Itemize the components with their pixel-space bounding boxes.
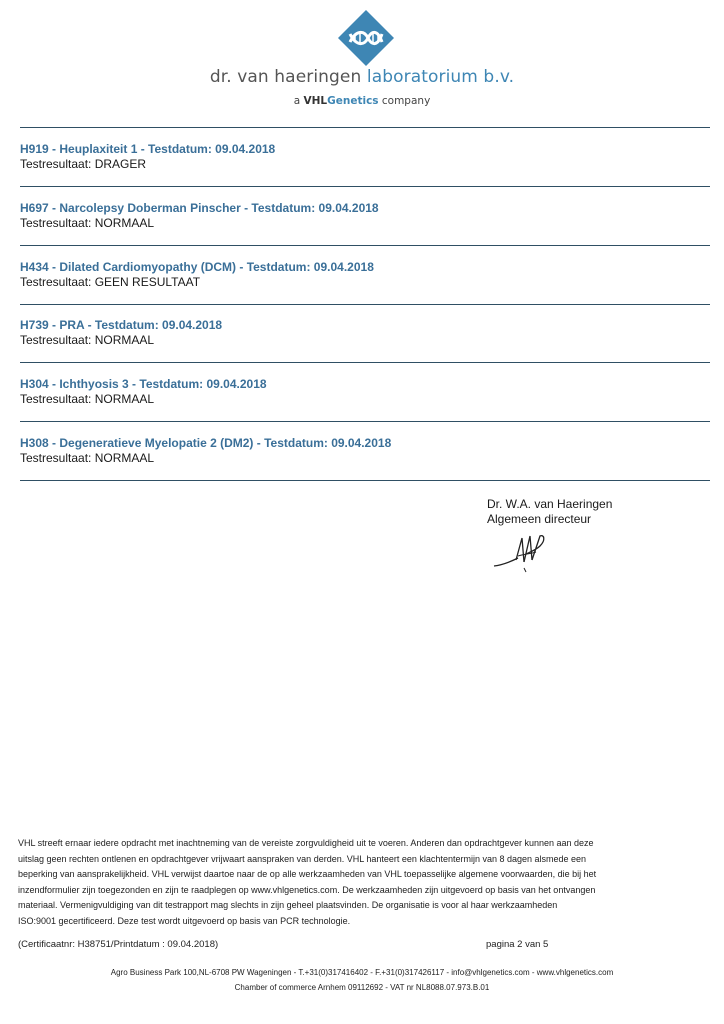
signer-block	[487, 497, 612, 527]
test-entry	[20, 260, 700, 290]
test-title: H304 - Ichthyosis 3 - Testdatum: 09.04.2018	[20, 377, 267, 391]
test-result: Testresultaat: DRAGER	[20, 157, 147, 171]
certificate-number: (Certificaatnr: H38751/Printdatum : 09.04.2018)	[18, 939, 219, 950]
divider	[20, 245, 710, 246]
disclaimer-text: VHL streeft ernaar iedere opdracht met inachtneming van de vereiste zorgvuldigheid uit te voeren. Anderen dan opdrachtgever kunnen aan deze uitslag geen rechten ontlenen en opdrachtgever vrijwaart aanspraken van derden. VHL hanteert een klachtentermijn van 8 dagen alsmede een beperking van aansprakelijkheid. VHL verwijst daartoe naar de op alle werkzaamheden van VHL toepasselijke algemene voorwaarden, die bij het inzendformulier zijn toegezonden en zijn te raadplegen op www.vhlgenetics.com. De werkzaamheden zijn uitgevoerd op basis van het ontvangen materiaal. Vermenigvuldiging van dit testrapport mag slechts in zijn geheel plaatsvinden. De organisatie is voor al haar werkzaamheden ISO:9001 gecertificeerd. Deze test wordt uitgevoerd op basis van PCR technologie.	[18, 838, 597, 926]
footer-address: Agro Business Park 100,NL-6708 PW Wageningen - T.+31(0)317416402 - F.+31(0)317426117 - info@vhlgenetics.com - www.vhlgenetics.com	[110, 968, 614, 977]
test-result: Testresultaat: NORMAAL	[20, 216, 155, 230]
test-title: H308 - Degeneratieve Myelopatie 2 (DM2) - Testdatum: 09.04.2018	[20, 436, 392, 450]
test-title: H919 - Heuplaxiteit 1 - Testdatum: 09.04.2018	[20, 142, 276, 156]
test-entry	[20, 142, 700, 172]
divider	[20, 480, 710, 481]
test-title: H697 - Narcolepsy Doberman Pinscher - Testdatum: 09.04.2018	[20, 201, 379, 215]
test-result: Testresultaat: NORMAAL	[20, 392, 155, 406]
footer-registration: Chamber of commerce Arnhem 09112692 - VAT nr NL8088.07.973.B.01	[234, 983, 490, 992]
lab-name-accent: laboratorium b.v.	[366, 67, 515, 87]
tagline-vhl: VHL	[303, 95, 328, 107]
page-number: pagina 2 van 5	[486, 939, 549, 950]
company-tagline	[0, 95, 724, 107]
signer-name: Dr. W.A. van Haeringen	[487, 497, 613, 511]
tagline-prefix: a	[293, 95, 304, 107]
test-entry	[20, 377, 700, 407]
tagline-genetics: Genetics	[327, 95, 379, 107]
test-title: H739 - PRA - Testdatum: 09.04.2018	[20, 318, 223, 332]
lab-name-main: dr. van haeringen	[209, 67, 367, 87]
test-result: Testresultaat: GEEN RESULTAAT	[20, 275, 201, 289]
divider	[20, 304, 710, 305]
test-result: Testresultaat: NORMAAL	[20, 451, 155, 465]
tagline-suffix: company	[378, 95, 431, 107]
divider	[20, 186, 710, 187]
divider	[20, 362, 710, 363]
test-result: Testresultaat: NORMAAL	[20, 333, 155, 347]
signer-role: Algemeen directeur	[487, 512, 592, 526]
test-entry	[20, 436, 700, 466]
divider	[20, 421, 710, 422]
lab-name	[0, 67, 724, 87]
dna-diamond-logo	[336, 8, 396, 68]
signature	[490, 532, 558, 574]
divider	[20, 127, 710, 128]
test-title: H434 - Dilated Cardiomyopathy (DCM) - Testdatum: 09.04.2018	[20, 260, 374, 274]
test-entry	[20, 318, 700, 348]
test-entry	[20, 201, 700, 231]
